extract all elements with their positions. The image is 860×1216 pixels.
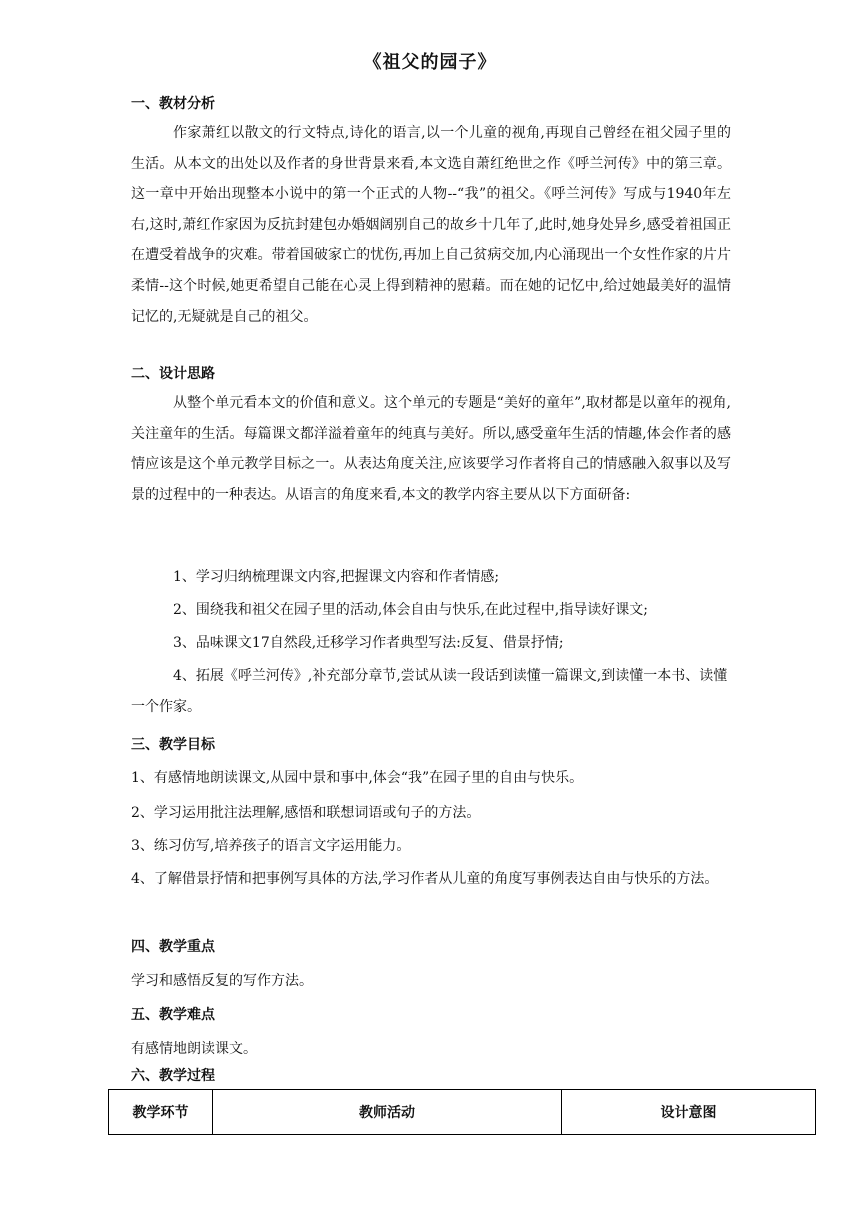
table-header-cell: 教师活动 <box>213 1090 562 1135</box>
section-heading-key-points: 四、教学重点 <box>131 939 215 955</box>
section-heading-process: 六、教学过程 <box>131 1068 215 1084</box>
design-item-3: 3、品味课文17自然段,迁移学习作者典型写法:反复、借景抒情; <box>173 635 564 651</box>
section-heading-goals: 三、教学目标 <box>131 737 215 753</box>
goal-item-2: 2、学习运用批注法理解,感悟和联想词语或句子的方法。 <box>131 805 481 821</box>
table-header-cell: 设计意图 <box>562 1090 816 1135</box>
difficulties-text: 有感情地朗读课文。 <box>131 1041 257 1057</box>
goal-item-1: 1、有感情地朗读课文,从园中景和事中,体会“我”在园子里的自由与快乐。 <box>131 770 584 786</box>
key-points-text: 学习和感悟反复的写作方法。 <box>131 973 313 989</box>
section-heading-design: 二、设计思路 <box>131 366 215 382</box>
section-heading-analysis: 一、教材分析 <box>131 96 215 112</box>
analysis-paragraph: 作家萧红以散文的行文特点,诗化的语言,以一个儿童的视角,再现自己曾经在祖父园子里的生活。从本文的出处以及作者的身世背景来看,本文选自萧红绝世之作《呼兰河传》中的第三章。这一章中开始出现整本小说中的第一个正式的人物--“我”的祖父。《呼兰河传》写成与1940年左右,这时,萧红作家因为反抗封建包办婚姻阔别自己的故乡十几年了,此时,她身处异乡,感受着祖国正在遭受着战争的灾难。带着国破家亡的忧伤,再加上自己贫病交加,内心涌现出一个女性作家的片片柔情--这个时候,她更希望自己能在心灵上得到精神的慰藉。而在她的记忆中,给过她最美好的温情记忆的,无疑就是自己的祖父。 <box>131 125 731 325</box>
design-paragraph: 从整个单元看本文的价值和意义。这个单元的专题是“美好的童年”,取材都是以童年的视角,关注童年的生活。每篇课文都洋溢着童年的纯真与美好。所以,感受童年生活的情趣,体会作者的感情应该是这个单元教学目标之一。从表达角度关注,应该要学习作者将自己的情感融入叙事以及写景的过程中的一种表达。从语言的角度来看,本文的教学内容主要从以下方面研备: <box>131 395 731 503</box>
table-header-cell: 教学环节 <box>109 1090 213 1135</box>
design-item-1: 1、学习归纳梳理课文内容,把握课文内容和作者情感; <box>173 569 500 585</box>
table-header-row <box>109 1090 816 1135</box>
goal-item-3: 3、练习仿写,培养孩子的语言文字运用能力。 <box>131 838 411 854</box>
section-heading-difficulties: 五、教学难点 <box>131 1007 215 1023</box>
goal-item-4: 4、了解借景抒情和把事例写具体的方法,学习作者从儿童的角度写事例表达自由与快乐的方法。 <box>131 871 719 887</box>
teaching-process-table <box>108 1089 816 1135</box>
design-item-2: 2、围绕我和祖父在园子里的活动,体会自由与快乐,在此过程中,指导读好课文; <box>173 602 648 618</box>
document-title: 《祖父的园子》 <box>363 52 497 73</box>
design-item-4: 4、拓展《呼兰河传》,补充部分章节,尝试从读一段话到读懂一篇课文,到读懂一本书、读懂一个作家。 <box>131 668 728 715</box>
